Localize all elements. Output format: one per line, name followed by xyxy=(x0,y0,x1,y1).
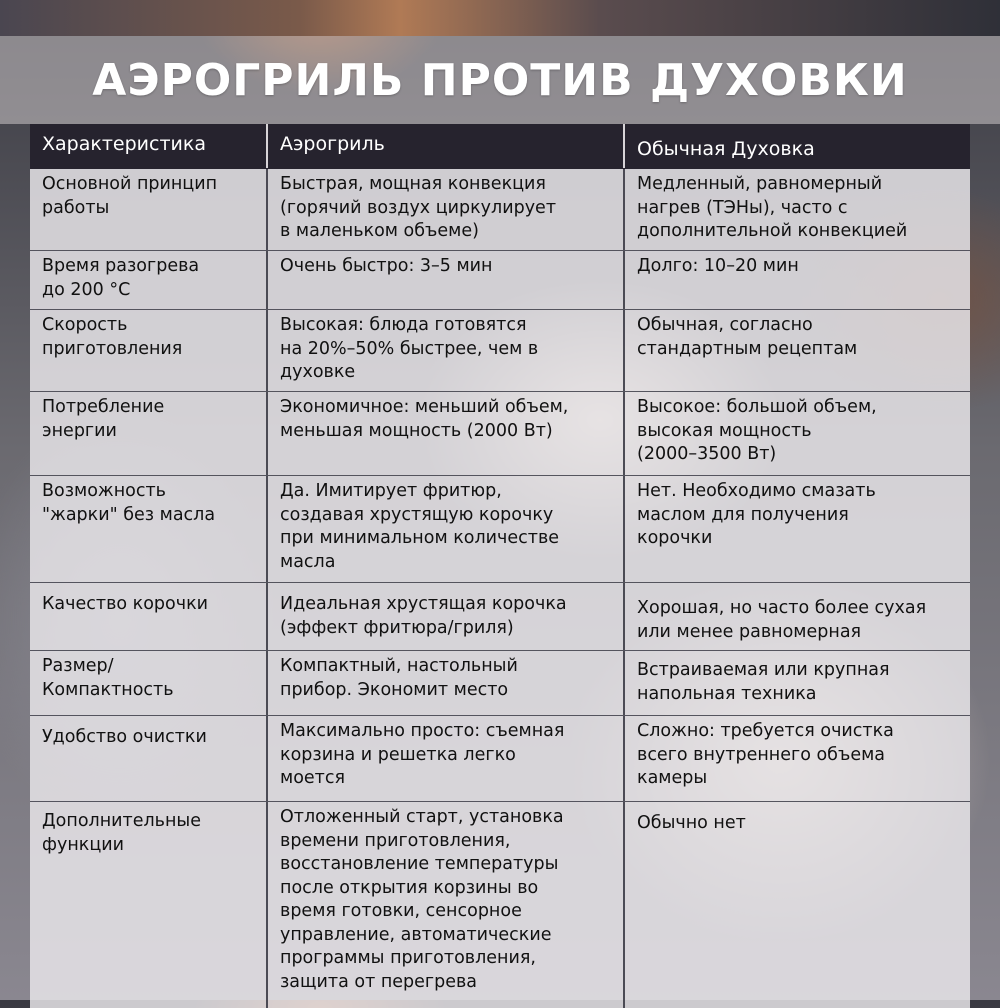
header-oven: Обычная Духовка xyxy=(623,124,970,168)
cell-airfryer: Компактный, настольный прибор. Экономит место xyxy=(266,651,623,715)
title-band xyxy=(0,36,1000,124)
cell-feature: Потребление энергии xyxy=(42,397,165,441)
cell-feature: Время разогрева до 200 °C xyxy=(42,256,200,300)
comparison-table xyxy=(30,124,970,1008)
cell-feature: Качество корочки xyxy=(42,594,209,614)
table-row xyxy=(30,476,970,583)
cell-oven: Сложно: требуется очистка всего внутреннего объема камеры xyxy=(623,716,970,801)
cell-airfryer: Максимально просто: съемная корзина и решетка легко моется xyxy=(266,716,623,801)
cell-feature: Удобство очистки xyxy=(42,727,207,747)
background-photo-strip xyxy=(0,0,1000,36)
table-row xyxy=(30,651,970,716)
cell-feature: Возможность "жарки" без масла xyxy=(42,481,216,525)
cell-feature: Дополнительные функции xyxy=(42,811,202,855)
cell-oven: Обычная, согласно стандартным рецептам xyxy=(623,310,970,391)
cell-feature: Основной принцип работы xyxy=(42,174,218,218)
page-title: АЭРОГРИЛЬ ПРОТИВ ДУХОВКИ xyxy=(92,54,908,106)
table-row xyxy=(30,583,970,651)
cell-oven: Встраиваемая или крупная напольная техника xyxy=(623,651,970,715)
cell-airfryer: Высокая: блюда готовятся на 20%–50% быстрее, чем в духовке xyxy=(266,310,623,391)
cell-airfryer: Отложенный старт, установка времени приготовления, восстановление температуры после открытия корзины во время готовки, сенсорное управление, автоматические программы приготовления, защита от перегрева xyxy=(266,802,623,1008)
table-row xyxy=(30,392,970,476)
cell-oven: Долго: 10–20 мин xyxy=(623,251,970,309)
cell-oven: Обычно нет xyxy=(623,802,970,1008)
cell-airfryer: Очень быстро: 3–5 мин xyxy=(266,251,623,309)
cell-airfryer: Да. Имитирует фритюр, создавая хрустящую корочку при минимальном количестве масла xyxy=(266,476,623,582)
table-header-row xyxy=(30,124,970,169)
table-row xyxy=(30,169,970,251)
header-characteristic: Характеристика xyxy=(42,133,206,155)
cell-oven: Нет. Необходимо смазать маслом для получения корочки xyxy=(623,476,970,582)
cell-feature: Размер/ Компактность xyxy=(42,656,174,700)
header-airfryer: Аэрогриль xyxy=(266,124,623,168)
cell-oven: Хорошая, но часто более сухая или менее равномерная xyxy=(623,583,970,650)
cell-feature: Скорость приготовления xyxy=(42,315,183,359)
table-row xyxy=(30,310,970,392)
cell-airfryer: Идеальная хрустящая корочка (эффект фритюра/гриля) xyxy=(266,583,623,650)
table-row xyxy=(30,716,970,802)
cell-oven: Медленный, равномерный нагрев (ТЭНы), часто с дополнительной конвекцией xyxy=(623,169,970,250)
table-row xyxy=(30,802,970,1008)
table-row xyxy=(30,251,970,310)
cell-airfryer: Быстрая, мощная конвекция (горячий воздух циркулирует в маленьком объеме) xyxy=(266,169,623,250)
cell-oven: Высокое: большой объем, высокая мощность (2000–3500 Вт) xyxy=(623,392,970,475)
cell-airfryer: Экономичное: меньший объем, меньшая мощность (2000 Вт) xyxy=(266,392,623,475)
